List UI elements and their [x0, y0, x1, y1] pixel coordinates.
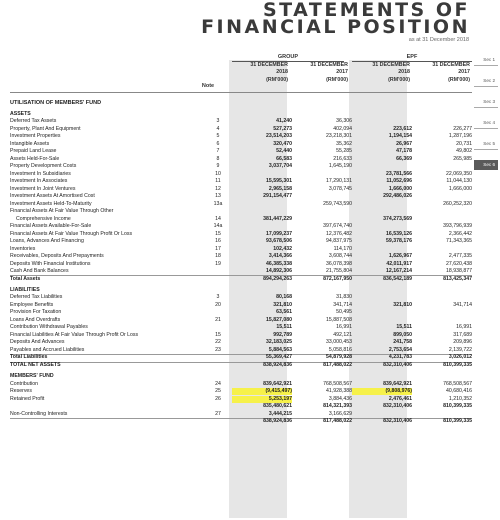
table-row [10, 332, 472, 339]
row-value: 46,385,338 [266, 260, 292, 267]
row-label: Deposits With Financial Institutions [10, 260, 91, 267]
row-value: 838,924,836 [263, 362, 292, 368]
row-value: 26,967 [396, 140, 412, 147]
row-label: Comprehensive Income [16, 215, 71, 222]
row-value: 216,633 [333, 155, 352, 162]
row-value: 265,985 [453, 155, 472, 162]
row-value: 93,678,506 [266, 238, 292, 244]
row-value: 768,508,567 [443, 380, 472, 387]
group-header: GROUP [277, 54, 299, 60]
table-row [10, 201, 472, 208]
row-value: 23,514,203 [266, 133, 292, 139]
table-row [10, 118, 472, 125]
row-label: Financial Assets At Fair Value Through Profit Or Loss [10, 230, 133, 237]
table-row [10, 261, 472, 268]
row-value: 12,376,482 [326, 230, 352, 237]
row-label: Financial Assets Available-For-Sale [10, 223, 92, 229]
row-note: 6 [216, 140, 220, 147]
row-value: 23,218,301 [326, 133, 352, 139]
table-row [10, 163, 472, 170]
row-note: 13 [215, 193, 221, 199]
row-value: 223,612 [393, 125, 412, 132]
row-value: 817,488,022 [323, 418, 352, 424]
row-value: 50,495 [336, 309, 352, 315]
row-value: 527,273 [273, 125, 292, 132]
row-note: 17 [215, 245, 221, 252]
row-label: Total Liabilities [10, 354, 48, 360]
row-value: 52,440 [276, 148, 292, 154]
row-value: 55,369,427 [266, 354, 292, 360]
row-note: 19 [215, 260, 221, 267]
row-value: 832,310,406 [383, 403, 412, 409]
row-value: 810,399,335 [443, 418, 472, 424]
table-row [10, 100, 472, 107]
table-row [10, 253, 472, 260]
row-label: Assets Held-For-Sale [10, 155, 60, 162]
table-row [10, 178, 472, 185]
row-value: 1,194,154 [388, 133, 412, 139]
row-value: 20,731 [456, 140, 472, 147]
row-value: 12,167,214 [386, 268, 412, 274]
row-value: 35,362 [336, 140, 352, 147]
row-value: 41,240 [276, 118, 292, 124]
row-value: 320,470 [273, 140, 292, 147]
row-value: 3,608,744 [328, 253, 352, 259]
row-note: 4 [216, 125, 220, 132]
row-value: 341,714 [333, 301, 352, 308]
row-label: Loans, Advances And Financing [10, 238, 84, 244]
row-value: 22,069,350 [446, 170, 472, 177]
row-label: Loans And Overdrafts [10, 316, 61, 323]
row-value: 1,210,352 [448, 395, 472, 402]
table-row [10, 126, 472, 133]
row-label: Investment In Associates [10, 178, 68, 184]
row-label: Non-Controlling Interests [10, 410, 68, 417]
table-row [10, 373, 472, 380]
row-value: 838,924,836 [263, 418, 292, 424]
row-value: 374,273,569 [383, 215, 412, 222]
table-row [10, 388, 472, 395]
row-note: 22 [215, 339, 221, 345]
row-label: Employee Benefits [10, 301, 54, 308]
row-value: 3,166,629 [328, 410, 352, 417]
row-value: 317,689 [453, 331, 472, 338]
table-row [10, 171, 472, 178]
row-value: 1,645,190 [328, 163, 352, 169]
row-value: 813,425,347 [443, 275, 472, 282]
row-value: 80,168 [276, 294, 292, 300]
row-value: 18,938,877 [446, 268, 472, 274]
row-note: 12 [215, 185, 221, 192]
row-value: 259,743,590 [323, 200, 352, 207]
row-value: 14,892,306 [266, 268, 292, 274]
row-value: 4,231,783 [388, 354, 412, 360]
row-value: 260,252,320 [443, 200, 472, 207]
row-value: 209,896 [453, 339, 472, 345]
page-title [201, 2, 470, 36]
row-note: 20 [215, 301, 221, 308]
row-value: 31,830 [336, 294, 352, 300]
row-note: 13a [213, 200, 223, 207]
column-header-epf-2017: 31 DECEMBER 2017 (RM'000) [432, 62, 470, 83]
row-label: Contribution [10, 380, 38, 387]
table-row [10, 339, 472, 346]
row-value: (9,808,976) [352, 388, 412, 395]
table-row [10, 276, 472, 283]
table-row [10, 403, 472, 410]
row-value: 2,965,158 [268, 185, 292, 192]
row-value: 41,928,388 [326, 388, 352, 394]
row-value: 817,488,022 [323, 362, 352, 368]
row-value: 47,178 [396, 148, 412, 154]
row-label: Property Development Costs [10, 163, 77, 169]
row-value: 321,810 [393, 301, 412, 308]
table-row [10, 223, 472, 230]
row-value: 872,167,950 [323, 275, 352, 282]
row-value: 836,542,189 [383, 275, 412, 282]
row-value: 402,094 [333, 125, 352, 132]
row-value: 5,253,197 [232, 396, 292, 403]
row-note: 26 [215, 395, 221, 402]
table-row [10, 418, 472, 425]
row-label: Deferred Tax Liabilities [10, 294, 63, 300]
row-value: 49,802 [456, 148, 472, 154]
row-value: 241,758 [393, 339, 412, 345]
table-row [10, 186, 472, 193]
row-value: 1,287,196 [448, 133, 472, 139]
row-value: 11,044,130 [446, 178, 472, 184]
row-value: 3,444,215 [268, 410, 292, 417]
table-row [10, 354, 472, 361]
table-row [10, 148, 472, 155]
row-note: 11 [215, 178, 221, 184]
row-value: 894,294,263 [263, 275, 292, 282]
row-value: 63,561 [276, 309, 292, 315]
row-value: 992,789 [273, 331, 292, 338]
row-value: 15,595,301 [266, 178, 292, 184]
row-label: Investment Properties [10, 133, 61, 139]
table-row [10, 231, 472, 238]
table-row [10, 396, 472, 403]
row-label: Inventories [10, 245, 36, 252]
sidebar-item-sec-6[interactable]: Sec 6 [474, 160, 498, 170]
row-value: 397,674,740 [323, 223, 352, 229]
row-value: 832,310,406 [383, 362, 412, 368]
row-note: 3 [216, 118, 220, 124]
row-label: LIABILITIES [10, 286, 40, 293]
row-value: 23,781,566 [386, 170, 412, 177]
epf-header: EPF [406, 54, 418, 60]
row-note: 27 [215, 410, 221, 417]
sidebar-item-sec-4[interactable]: Sec 4 [474, 118, 498, 129]
row-value: 40,680,416 [446, 388, 472, 394]
row-value: 1,666,000 [388, 185, 412, 192]
row-value: 59,378,176 [386, 238, 412, 244]
row-label: Provision For Taxation [10, 309, 62, 315]
row-value: 54,879,928 [326, 354, 352, 360]
header-rule [10, 92, 472, 93]
table-row [10, 362, 472, 369]
section-sidebar [474, 55, 498, 180]
table-row [10, 246, 472, 253]
row-value: 1,626,967 [388, 253, 412, 259]
row-note: 5 [216, 133, 220, 139]
row-label: UTILISATION OF MEMBERS' FUND [10, 100, 102, 106]
row-value: 2,139,722 [448, 346, 472, 353]
row-value: 16,539,126 [386, 230, 412, 237]
row-note: 7 [216, 148, 220, 154]
row-label: Deferred Tax Assets [10, 118, 57, 124]
row-note: 21 [215, 316, 221, 323]
column-header-epf-2018: 31 DECEMBER 2018 (RM'000) [372, 62, 410, 83]
row-value: 66,583 [276, 155, 292, 162]
row-value: 2,753,654 [388, 346, 412, 353]
table-row [10, 381, 472, 388]
sidebar-item-sec-3[interactable]: Sec 3 [474, 97, 498, 108]
row-label: Deposits And Advances [10, 339, 65, 345]
row-value: 832,310,406 [383, 418, 412, 424]
table-row [10, 287, 472, 294]
row-note: 16 [215, 238, 221, 244]
row-label: Contribution Withdrawal Payables [10, 324, 88, 330]
row-note: 9 [216, 163, 220, 169]
row-value: 3,037,704 [268, 163, 292, 169]
row-value: 102,432 [273, 245, 292, 252]
note-column-header: Note [201, 83, 215, 89]
row-value: 226,277 [453, 125, 472, 132]
row-value: 3,078,745 [328, 185, 352, 192]
row-label: Investment In Subsidiaries [10, 170, 71, 177]
row-value: 839,642,921 [383, 380, 412, 387]
row-value: 15,887,508 [326, 316, 352, 323]
row-note: 25 [215, 388, 221, 394]
row-value: 839,642,921 [263, 380, 292, 387]
table-row [10, 268, 472, 275]
row-note: 18 [215, 253, 221, 259]
row-value: 492,121 [333, 331, 352, 338]
row-value: 15,827,080 [266, 316, 292, 323]
row-value: 16,991 [336, 324, 352, 330]
row-value: (9,415,497) [232, 388, 292, 395]
title-line-2: FINANCIAL POSITION [201, 16, 470, 38]
sidebar-item-sec-2[interactable]: Sec 2 [474, 76, 498, 87]
row-value: 814,321,393 [323, 403, 352, 409]
row-value: 5,884,563 [268, 346, 292, 353]
sidebar-item-sec-5[interactable]: Sec 5 [474, 139, 498, 150]
row-value: 2,366,442 [448, 230, 472, 237]
row-value: 36,306 [336, 118, 352, 124]
row-value: 15,511 [276, 324, 292, 330]
row-value: 17,099,237 [266, 230, 292, 237]
row-label: Investment Assets At Amortised Cost [10, 193, 95, 199]
row-label: Intangible Assets [10, 140, 50, 147]
row-label: Reserves [10, 388, 32, 394]
row-label: TOTAL NET ASSETS [10, 362, 61, 368]
table-row [10, 324, 472, 331]
table-row [10, 193, 472, 200]
row-label: Total Assets [10, 275, 41, 282]
row-value: 11,052,696 [386, 178, 412, 184]
row-value: 291,154,477 [263, 193, 292, 199]
table-row [10, 216, 472, 223]
row-value: 33,000,453 [326, 339, 352, 345]
row-value: 114,170 [333, 245, 352, 252]
row-value: 810,399,335 [443, 362, 472, 368]
column-header-group-2017: 31 DECEMBER 2017 (RM'000) [310, 62, 348, 83]
row-value: 393,796,939 [443, 223, 472, 229]
row-value: 27,620,438 [446, 260, 472, 267]
row-value: 3,026,012 [448, 354, 472, 360]
row-value: 36,078,398 [326, 260, 352, 267]
table-row [10, 111, 472, 118]
row-value: 768,508,567 [323, 380, 352, 387]
table-row [10, 294, 472, 301]
row-value: 94,837,975 [326, 238, 352, 244]
row-note: 23 [215, 346, 221, 353]
table-row [10, 411, 472, 418]
row-label: Property, Plant And Equipment [10, 125, 81, 132]
row-value: 16,991 [456, 324, 472, 330]
row-value: 66,369 [396, 155, 412, 162]
row-label: Financial Assets At Fair Value Through Other [10, 208, 114, 214]
table-row [10, 133, 472, 140]
row-value: 381,447,229 [263, 215, 292, 222]
table-row [10, 309, 472, 316]
row-label: Retained Profit [10, 395, 45, 402]
row-label: Prepaid Land Lease [10, 148, 57, 154]
row-value: 2,477,335 [448, 253, 472, 259]
title-line-1: STATEMENTS OF [262, 0, 470, 21]
row-note: 15 [215, 230, 221, 237]
table-row [10, 238, 472, 245]
row-value: 1,666,000 [448, 185, 472, 192]
row-value: 899,050 [393, 331, 412, 338]
row-label: Payables and Accrued Liabilities [10, 346, 85, 353]
row-label: Cash And Bank Balances [10, 268, 69, 274]
statement-date: as at 31 December 2018 [408, 37, 469, 43]
row-note: 3 [216, 294, 220, 300]
row-note: 14a [213, 223, 223, 229]
table-row [10, 156, 472, 163]
row-label: MEMBERS' FUND [10, 373, 54, 379]
row-note: 10 [215, 170, 221, 177]
table-row [10, 302, 472, 309]
column-header-group-2018: 31 DECEMBER 2018 (RM'000) [250, 62, 288, 83]
table-row [10, 141, 472, 148]
row-value: 55,285 [336, 148, 352, 154]
row-value: 17,290,131 [326, 178, 352, 184]
row-value: 341,714 [453, 301, 472, 308]
row-value: 810,399,335 [443, 403, 472, 409]
row-value: 5,058,816 [328, 346, 352, 353]
row-value: 292,486,026 [383, 193, 412, 199]
row-label: Investment Assets Held-To-Maturity [10, 200, 92, 207]
row-value: 835,480,621 [263, 403, 292, 409]
row-note: 15 [215, 331, 221, 338]
row-label: Investment In Joint Ventures [10, 185, 76, 192]
row-label: Receivables, Deposits And Prepayments [10, 253, 104, 259]
row-value: 15,511 [396, 324, 412, 330]
row-label: Financial Liabilities At Fair Value Through Profit Or Loss [10, 331, 139, 338]
row-value: 21,755,804 [326, 268, 352, 274]
row-value: 3,884,436 [328, 395, 352, 402]
row-value: 321,810 [273, 301, 292, 308]
table-row [10, 208, 472, 215]
row-value: 71,343,365 [446, 238, 472, 244]
row-value: 32,183,025 [266, 339, 292, 345]
table-row [10, 347, 472, 354]
row-value: 2,476,461 [388, 395, 412, 402]
row-value: 3,414,366 [268, 253, 292, 259]
row-note: 24 [215, 380, 221, 387]
row-note: 14 [215, 215, 221, 222]
table-row [10, 317, 472, 324]
row-label: ASSETS [10, 110, 31, 117]
row-note: 8 [216, 155, 220, 162]
sidebar-item-sec-1[interactable]: Sec 1 [474, 55, 498, 66]
row-value: 42,011,917 [386, 260, 412, 267]
